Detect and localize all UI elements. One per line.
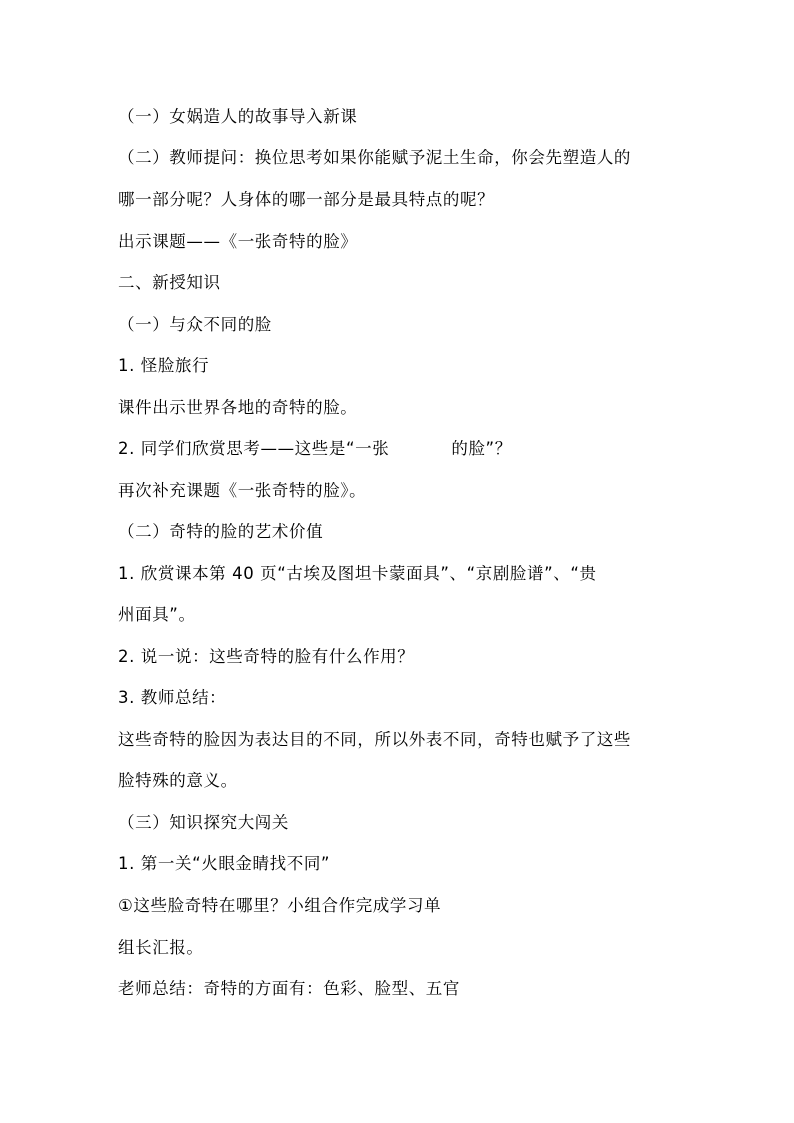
text-line: 老师总结：奇特的方面有：色彩、脸型、五官 [118, 979, 460, 998]
text-line: （二）教师提问：换位思考如果你能赋予泥土生命，你会先塑造人的 [118, 148, 631, 167]
text-line: 这些奇特的脸因为表达目的不同，所以外表不同，奇特也赋予了这些 [118, 730, 631, 749]
text-line: 再次补充课题《一张奇特的脸》。 [118, 481, 367, 500]
text-line: 2. 说一说：这些奇特的脸有什么作用？ [118, 647, 415, 666]
text-line: 州面具”。 [118, 605, 196, 624]
text-line: 1. 欣赏课本第 40 页“古埃及图坦卡蒙面具”、“京剧脸谱”、“贵 [118, 564, 597, 583]
subsection-heading: （二）奇特的脸的艺术价值 [118, 522, 324, 541]
text-line: 出示课题——《一张奇特的脸》 [118, 232, 358, 251]
text-line: 1. 第一关“火眼金睛找不同” [118, 854, 331, 873]
text-line: 课件出示世界各地的奇特的脸。 [118, 398, 358, 417]
text-line: 组长汇报。 [118, 938, 204, 957]
text-line: 哪一部分呢？人身体的哪一部分是最具特点的呢？ [118, 190, 495, 209]
text-segment: 的脸”？ [451, 439, 512, 458]
text-line: 3. 教师总结： [118, 688, 227, 707]
text-segment: 2. 同学们欣赏思考——这些是“一张 [118, 439, 390, 458]
text-line-with-blank [118, 439, 512, 459]
text-line: ①这些脸奇特在哪里？小组合作完成学习单 [118, 896, 442, 915]
section-heading: 二、新授知识 [118, 273, 221, 292]
subsection-heading: （一）与众不同的脸 [118, 315, 272, 334]
text-line: （一）女娲造人的故事导入新课 [118, 107, 358, 126]
subsection-heading: （三）知识探究大闯关 [118, 813, 289, 832]
text-line: 1. 怪脸旅行 [118, 356, 210, 375]
text-line: 脸特殊的意义。 [118, 771, 238, 790]
